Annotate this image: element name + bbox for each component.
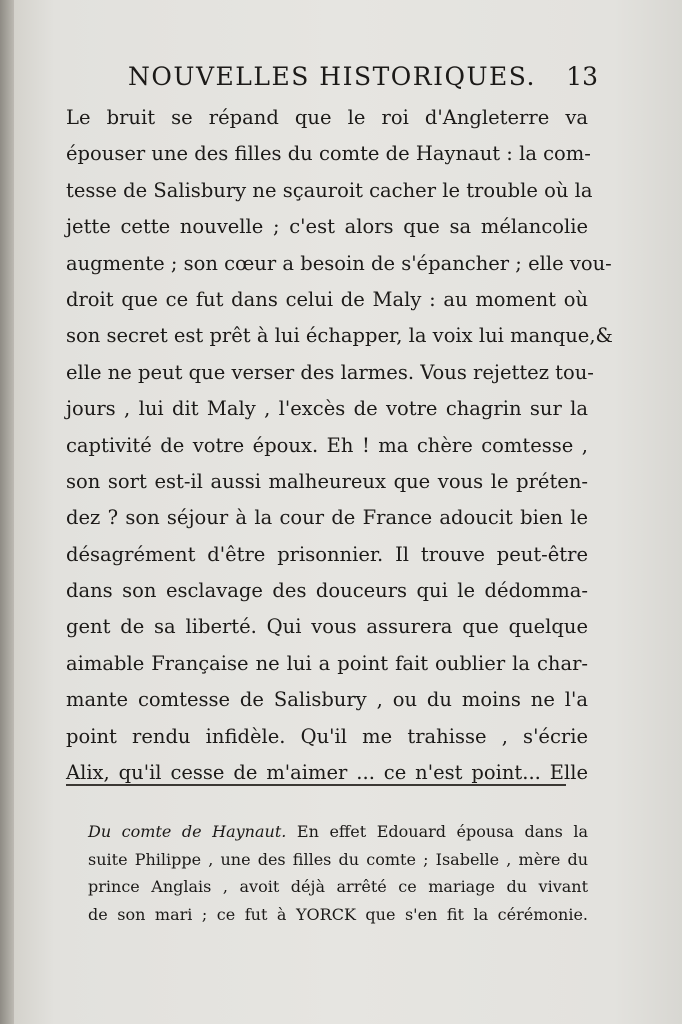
text-line: captivité de votre époux. Eh ! ma chère comtesse , bbox=[66, 433, 588, 457]
text-line: son sort est-il aussi malheureux que vous le préten- bbox=[66, 469, 588, 493]
text-line: tesse de Salisbury ne sçauroit cacher le trouble où la bbox=[66, 178, 593, 202]
page-number: 13 bbox=[566, 62, 598, 91]
text-line: dans son esclavage des douceurs qui le dédomma- bbox=[66, 579, 588, 603]
footnote-line: de son mari ; ce fut à YORCK que s'en fit la cérémonie. bbox=[88, 904, 588, 924]
running-title: NOUVELLES HISTORIQUES. bbox=[128, 62, 536, 91]
text-line: point rendu infidèle. Qu'il me trahisse , s'écrie bbox=[66, 724, 588, 748]
footnote-line: prince Anglais , avoit déjà arrêté ce mariage du vivant bbox=[88, 877, 588, 896]
running-header bbox=[128, 62, 598, 96]
text-line: Alix, qu'il cesse de m'aimer ... ce n'est point... Elle bbox=[66, 761, 588, 785]
text-line: dez ? son séjour à la cour de France adoucit bien le bbox=[66, 506, 588, 530]
footnote bbox=[88, 818, 588, 928]
text-line: gent de sa liberté. Qui vous assurera que quelque bbox=[66, 615, 588, 639]
text-line: jours , lui dit Maly , l'excès de votre chagrin sur la bbox=[66, 397, 588, 421]
text-line: jette cette nouvelle ; c'est alors que sa mélancolie bbox=[66, 215, 588, 239]
body-text bbox=[66, 100, 613, 791]
text-line: Le bruit se répand que le roi d'Angleterre va bbox=[66, 106, 588, 129]
footnote-line-rest: En effet Edouard épousa dans la bbox=[286, 822, 589, 841]
footnote-line: suite Philippe , une des filles du comte ; Isabelle , mère du bbox=[88, 849, 588, 869]
text-line: droit que ce fut dans celui de Maly : au moment où bbox=[66, 287, 588, 311]
text-line: mante comtesse de Salisbury , ou du moins ne l'a bbox=[66, 688, 588, 712]
text-line: son secret est prêt à lui échapper, la voix lui manque,& bbox=[66, 324, 613, 348]
footnote-lead: Du comte de Haynaut. bbox=[88, 822, 287, 841]
footnote-line bbox=[88, 818, 588, 846]
footnote-rule bbox=[66, 784, 566, 786]
binding-gutter bbox=[0, 0, 14, 1024]
text-line: elle ne peut que verser des larmes. Vous rejettez tou- bbox=[66, 360, 594, 384]
text-line: augmente ; son cœur a besoin de s'épancher ; elle vou- bbox=[66, 251, 612, 275]
text-line: aimable Française ne lui a point fait oublier la char- bbox=[66, 651, 588, 675]
text-line: désagrément d'être prisonnier. Il trouve peut-être bbox=[66, 542, 588, 566]
text-line: épouser une des filles du comte de Haynaut : la com- bbox=[66, 142, 591, 166]
